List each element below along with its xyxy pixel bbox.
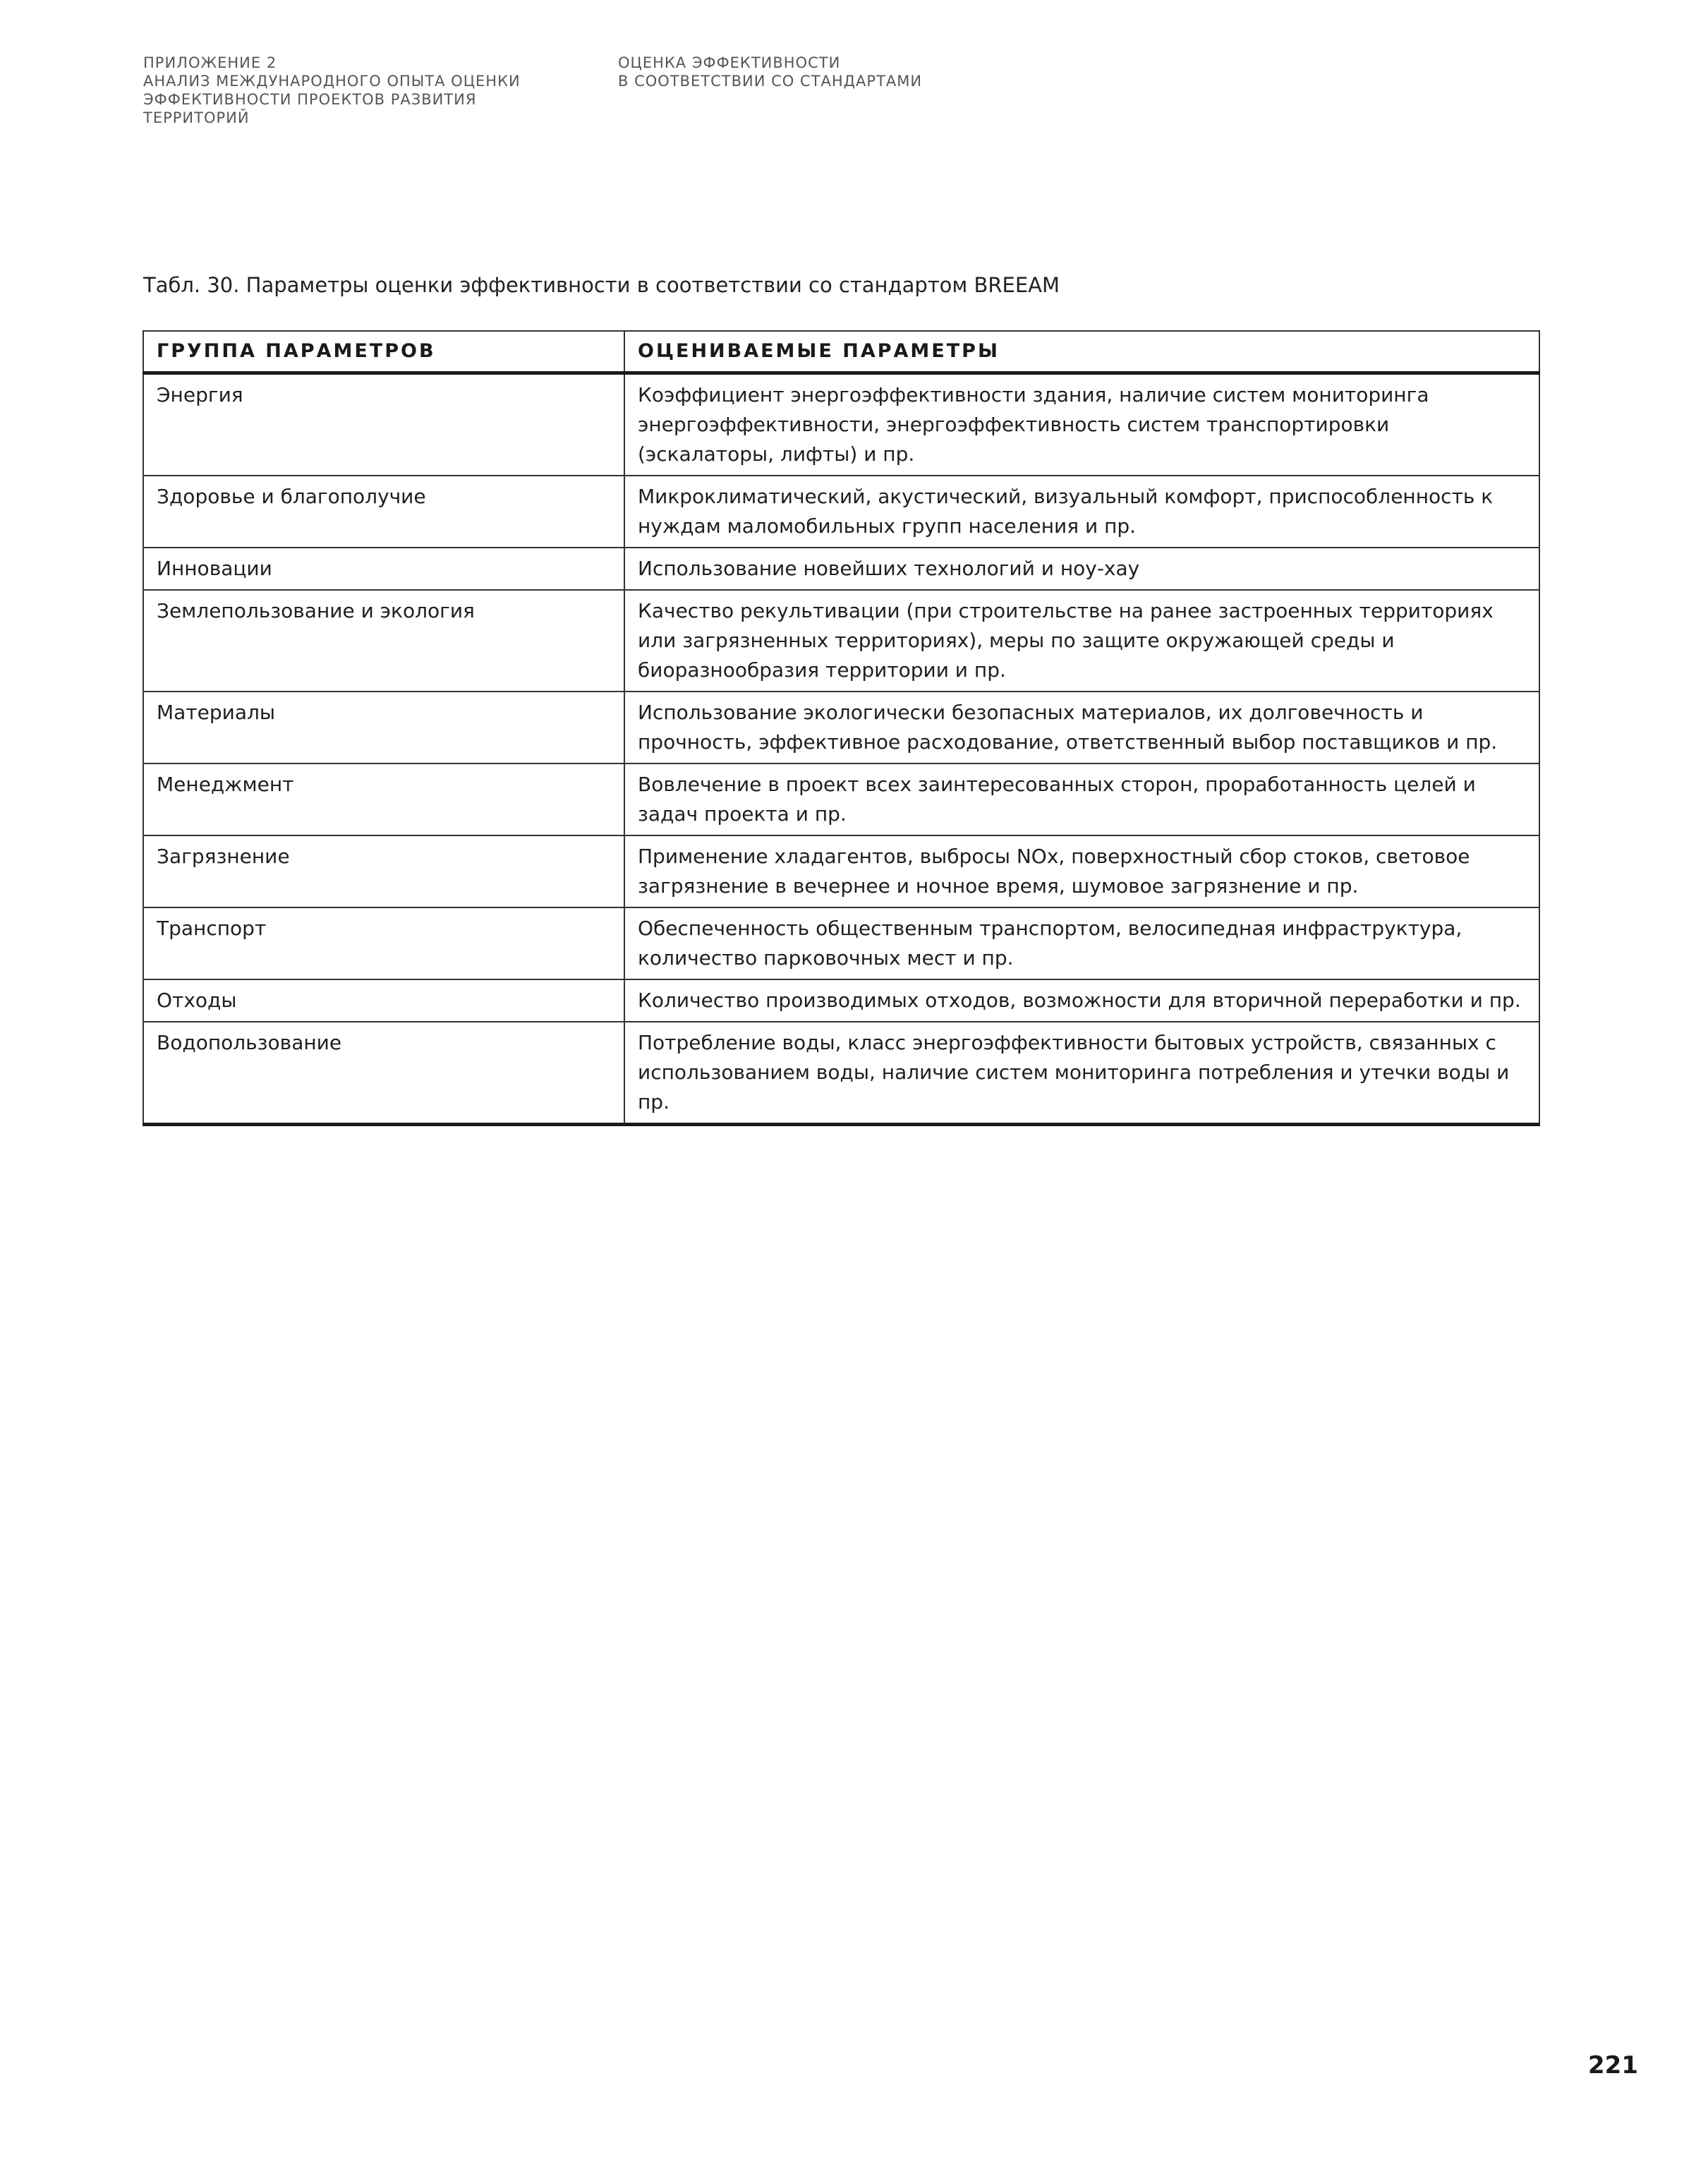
params-cell: Коэффициент энергоэффективности здания, наличие систем мониторинга энергоэффективности, энергоэффективность систем транспортировки (эскалаторы, лифты) и пр.	[624, 373, 1539, 476]
group-cell: Загрязнение	[143, 835, 624, 907]
table-row	[143, 907, 1539, 979]
table-caption: Табл. 30. Параметры оценки эффективности в соответствии со стандартом BREEAM	[143, 273, 1060, 297]
table-row	[143, 763, 1539, 835]
column-header-params: ОЦЕНИВАЕМЫЕ ПАРАМЕТРЫ	[624, 331, 1539, 373]
params-cell: Потребление воды, класс энергоэффективности бытовых устройств, связанных с использованием воды, наличие систем мониторинга потребления и утечки воды и пр.	[624, 1022, 1539, 1125]
table-row	[143, 979, 1539, 1022]
group-cell: Транспорт	[143, 907, 624, 979]
breeam-parameters-table	[143, 330, 1540, 1126]
table-row	[143, 692, 1539, 763]
params-cell: Микроклиматический, акустический, визуальный комфорт, приспособленность к нуждам маломобильных групп населения и пр.	[624, 476, 1539, 548]
breeam-table-container	[143, 330, 1539, 1126]
params-cell: Качество рекультивации (при строительстве на ранее застроенных территориях или загрязненных территориях), меры по защите окружающей среды и биоразнообразия территории и пр.	[624, 590, 1539, 692]
group-cell: Энергия	[143, 373, 624, 476]
group-cell: Отходы	[143, 979, 624, 1022]
group-cell: Инновации	[143, 548, 624, 590]
group-cell: Здоровье и благополучие	[143, 476, 624, 548]
running-header-right	[618, 54, 922, 90]
running-header-left	[143, 54, 521, 127]
table-row	[143, 373, 1539, 476]
params-cell: Применение хладагентов, выбросы NOx, поверхностный сбор стоков, световое загрязнение в вечернее и ночное время, шумовое загрязнение и пр.	[624, 835, 1539, 907]
group-cell: Землепользование и экология	[143, 590, 624, 692]
table-row	[143, 835, 1539, 907]
header-left-line: АНАЛИЗ МЕЖДУНАРОДНОГО ОПЫТА ОЦЕНКИ	[143, 73, 521, 90]
table-row	[143, 548, 1539, 590]
column-header-group: ГРУППА ПАРАМЕТРОВ	[143, 331, 624, 373]
params-cell: Использование новейших технологий и ноу-хау	[624, 548, 1539, 590]
table-row	[143, 476, 1539, 548]
table-row	[143, 590, 1539, 692]
header-left-line: ТЕРРИТОРИЙ	[143, 109, 250, 126]
header-right-line: ОЦЕНКА ЭФФЕКТИВНОСТИ	[618, 54, 841, 71]
group-cell: Водопользование	[143, 1022, 624, 1125]
page-number: 221	[1588, 2051, 1638, 2080]
params-cell: Количество производимых отходов, возможности для вторичной переработки и пр.	[624, 979, 1539, 1022]
group-cell: Материалы	[143, 692, 624, 763]
table-header-row	[143, 331, 1539, 373]
header-right-line: В СООТВЕТСТВИИ СО СТАНДАРТАМИ	[618, 73, 923, 90]
params-cell: Вовлечение в проект всех заинтересованных сторон, проработанность целей и задач проекта и пр.	[624, 763, 1539, 835]
params-cell: Использование экологически безопасных материалов, их долговечность и прочность, эффективное расходование, ответственный выбор поставщиков и пр.	[624, 692, 1539, 763]
header-left-line: ПРИЛОЖЕНИЕ 2	[143, 54, 277, 71]
group-cell: Менеджмент	[143, 763, 624, 835]
header-left-line: ЭФФЕКТИВНОСТИ ПРОЕКТОВ РАЗВИТИЯ	[143, 91, 477, 108]
table-row	[143, 1022, 1539, 1125]
params-cell: Обеспеченность общественным транспортом, велосипедная инфраструктура, количество парковочных мест и пр.	[624, 907, 1539, 979]
